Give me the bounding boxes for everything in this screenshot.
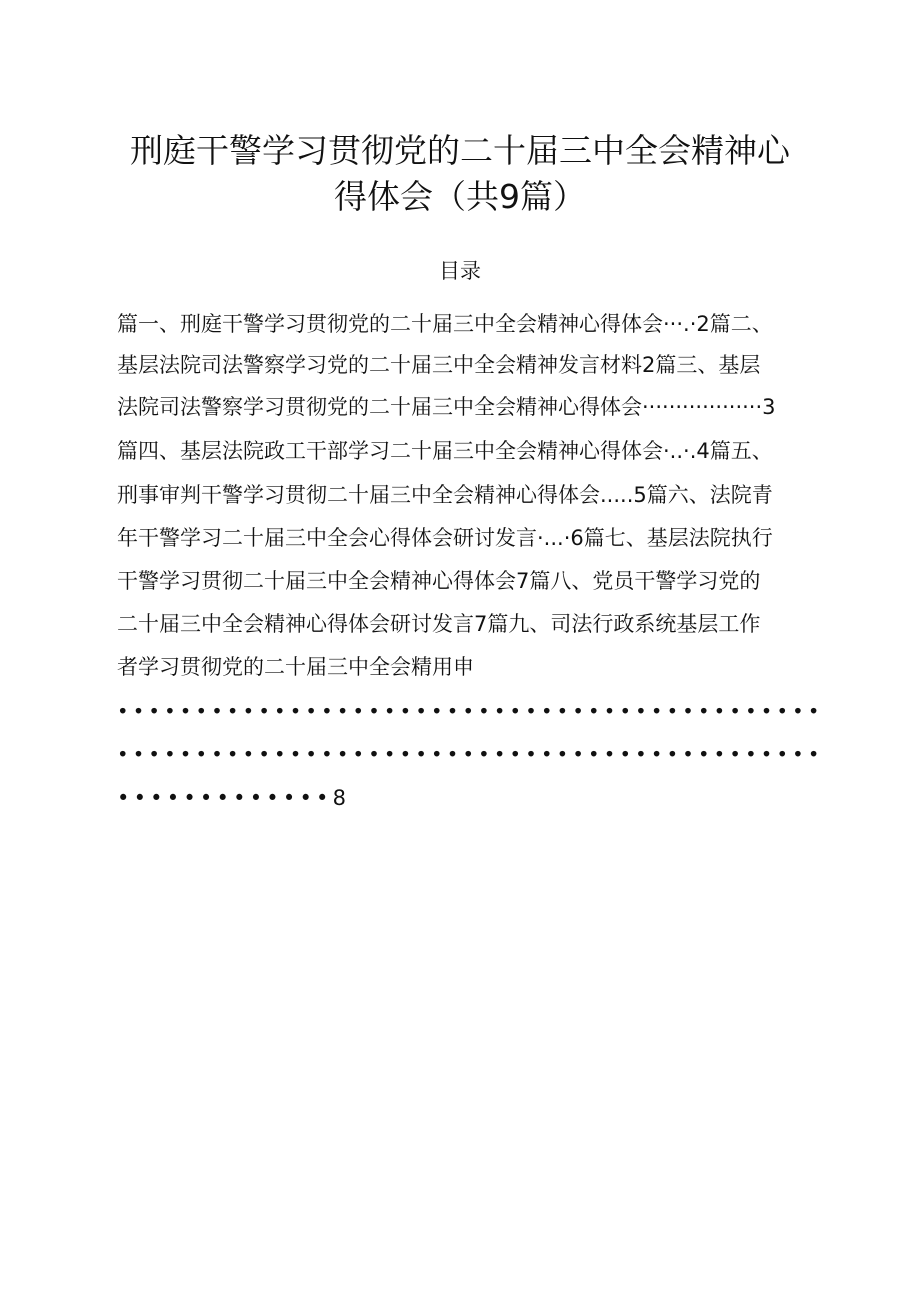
document-title-line-2: 得体会（共9篇）	[334, 177, 586, 216]
toc-line: 年干警学习二十届三中全会心得体会研讨发言·...·6篇七、基层法院执行	[117, 526, 773, 550]
toc-dot-leader: •••••••••••••••••••••••••••••••••••••••••••••	[117, 700, 824, 723]
toc-line: 基层法院司法警察学习党的二十届三中全会精神发言材料2篇三、基层	[117, 353, 761, 377]
toc-line: 者学习贯彻党的二十届三中全会精用申	[117, 655, 474, 679]
toc-line: 干警学习贯彻二十届三中全会精神心得体会7篇八、党员干警学习党的	[117, 569, 761, 593]
toc-line: 法院司法警察学习贯彻党的二十届三中全会精神心得体会··················3	[117, 395, 776, 419]
toc-dot-leader: •••••••••••••••••••••••••••••••••••••••••••••	[117, 743, 824, 766]
toc-line: 刑事审判干警学习贯彻二十届三中全会精神心得体会.....5篇六、法院青	[117, 483, 773, 507]
toc-heading: 目录	[439, 259, 481, 283]
toc-line: 篇一、刑庭干警学习贯彻党的二十届三中全会精神心得体会···.·2篇二、	[117, 312, 773, 336]
document-title-line-1: 刑庭干警学习贯彻党的二十届三中全会精神心	[130, 131, 790, 170]
toc-line: 二十届三中全会精神心得体会研讨发言7篇九、司法行政系统基层工作	[117, 612, 761, 636]
toc-dot-leader-page-number: •••••••••••••8	[117, 786, 351, 810]
toc-line: 篇四、基层法院政工干部学习二十届三中全会精神心得体会·..·.4篇五、	[117, 439, 773, 463]
